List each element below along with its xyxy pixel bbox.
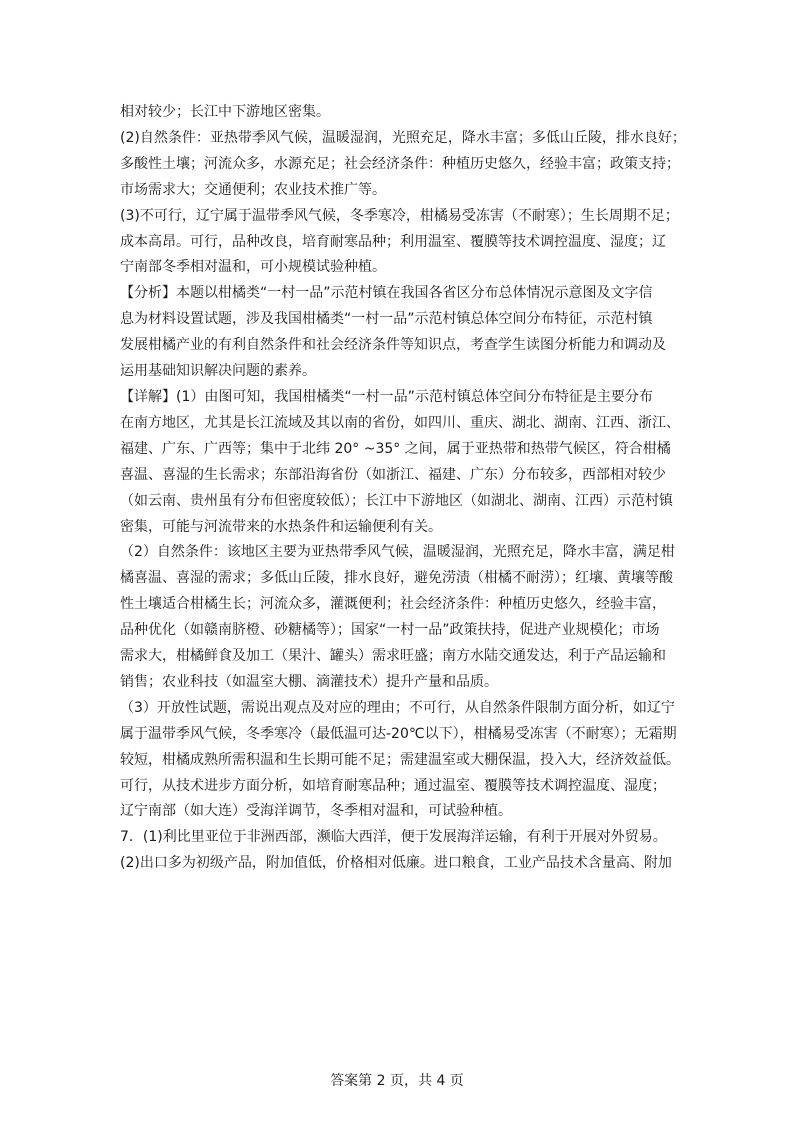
text-line: 【分析】本题以柑橘类“一村一品”示范村镇在我国各省区分布总体情况示意图及文字信 [120, 285, 653, 302]
text-line: 需求大，柑橘鲜食及加工（果汁、罐头）需求旺盛；南方水陆交通发达，利于产品运输和 [120, 648, 666, 665]
text-line: 7．(1)利比里亚位于非洲西部，濒临大西洋，便于发展海洋运输，有利于开展对外贸易。 [120, 829, 667, 846]
text-line: 可行，从技术进步方面分析，如培育耐寒品种；通过温室、覆膜等技术调控温度、湿度； [120, 777, 666, 794]
text-line: 【详解】(1）由图可知，我国柑橘类“一村一品”示范村镇总体空间分布特征是主要分布 [120, 388, 653, 405]
text-line: 宁南部冬季相对温和，可小规模试验种植。 [120, 259, 386, 276]
text-line: 运用基础知识解决问题的素养。 [120, 363, 316, 380]
text-line: 较短，柑橘成熟所需积温和生长期可能不足；需建温室或大棚保温，投入大，经济效益低。 [120, 751, 680, 768]
text-line: 相对较少；长江中下游地区密集。 [120, 104, 330, 120]
page-footer: 答案第 2 页，共 4 页 [330, 1073, 464, 1089]
text-line: (2)出口多为初级产品，附加值低，价格相对低廉。进口粮食，工业产品技术含量高、附加 [120, 855, 672, 872]
text-line: 多酸性土壤；河流众多，水源充足；社会经济条件：种植历史悠久，经验丰富；政策支持； [120, 155, 680, 172]
text-line: 密集，可能与河流带来的水热条件和运输便利有关。 [120, 518, 442, 535]
text-line: 成本高昂。可行，品种改良，培育耐寒品种；利用温室、覆膜等技术调控温度、湿度；辽 [120, 233, 666, 250]
text-line: 属于温带季风气候，冬季寒冷（最低温可达-20℃以下），柑橘易受冻害（不耐寒）；无霜期 [120, 725, 677, 742]
text-line: 辽宁南部（如大连）受海洋调节，冬季相对温和，可试验种植。 [120, 803, 512, 820]
text-line: 在南方地区，尤其是长江流域及其以南的省份，如四川、重庆、湖北、湖南、江西、浙江、 [120, 414, 680, 431]
text-line: （2）自然条件：该地区主要为亚热带季风气候，温暖湿润，光照充足，降水丰富，满足柑 [120, 544, 675, 561]
text-line: 性土壤适合柑橘生长；河流众多，灌溉便利；社会经济条件：种植历史悠久，经验丰富， [120, 596, 666, 613]
text-line: 福建、广东、广西等；集中于北纬 20° ~35° 之间，属于亚热带和热带气候区，符合柑橘 [120, 440, 671, 457]
text-line: 喜温、喜湿的生长需求；东部沿海省份（如浙江、福建、广东）分布较多，西部相对较少 [120, 466, 666, 483]
text-line: 销售；农业科技（如温室大棚、滴灌技术）提升产量和品质。 [120, 673, 498, 690]
text-line: (3)不可行，辽宁属于温带季风气候，冬季寒冷，柑橘易受冻害（不耐寒）；生长周期不足； [120, 207, 679, 224]
text-line: 市场需求大；交通便利；农业技术推广等。 [120, 181, 386, 198]
text-line: （如云南、贵州虽有分布但密度较低）；长江中下游地区（如湖北、湖南、江西）示范村镇 [120, 492, 673, 509]
text-line: 息为材料设置试题，涉及我国柑橘类“一村一品”示范村镇总体空间分布特征，示范村镇 [120, 311, 653, 328]
text-line: 发展柑橘产业的有利自然条件和社会经济条件等知识点，考查学生读图分析能力和调动及 [120, 337, 666, 354]
text-line: (2)自然条件：亚热带季风气候，温暖湿润，光照充足，降水丰富；多低山丘陵，排水良好； [120, 129, 686, 146]
text-line: 橘喜温、喜湿的需求；多低山丘陵，排水良好，避免涝渍（柑橘不耐涝）；红壤、黄壤等酸 [120, 570, 673, 587]
text-line: （3）开放性试题，需说出观点及对应的理由；不可行，从自然条件限制方面分析，如辽宁 [120, 699, 675, 716]
text-line: 品种优化（如赣南脐橙、砂糖橘等）；国家“一村一品”政策扶持，促进产业规模化；市场 [120, 622, 660, 639]
answer-text [120, 100, 686, 877]
